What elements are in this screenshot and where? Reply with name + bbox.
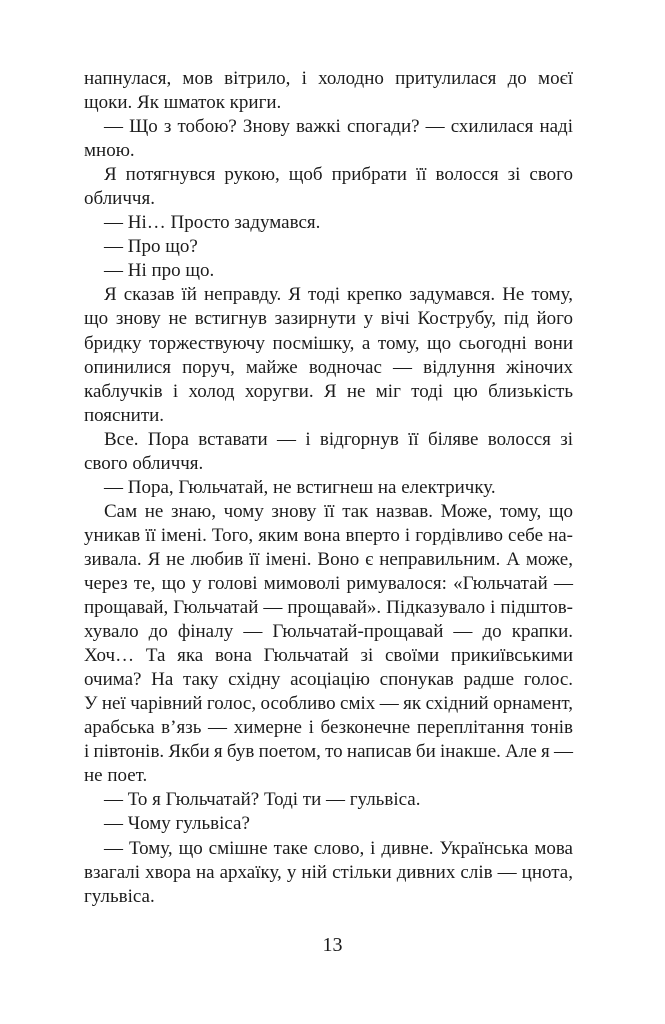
text-line-content: каблучків і холод хоругви. Я не міг тоді цю близькість bbox=[84, 380, 573, 402]
text-line-content: — Про що? bbox=[104, 236, 198, 258]
text-line bbox=[84, 524, 573, 548]
page-number: 13 bbox=[322, 934, 343, 956]
text-line bbox=[84, 692, 573, 716]
text-line bbox=[84, 452, 573, 476]
text-line bbox=[84, 91, 573, 115]
text-line bbox=[84, 404, 573, 428]
text-line bbox=[84, 548, 573, 572]
text-line bbox=[84, 620, 573, 644]
text-line-content: мною. bbox=[84, 140, 135, 162]
text-line-content: Хоч… Та яка вона Гюльчатай зі своїми прикиївськими bbox=[84, 645, 573, 667]
text-line-content: арабська в’язь — химерне і безконечне переплітання тонів bbox=[84, 717, 573, 739]
text-line bbox=[84, 67, 573, 91]
text-line-content: Все. Пора вставати — і відгорнув її біляве волосся зі bbox=[104, 428, 573, 450]
text-line bbox=[84, 187, 573, 211]
text-line-content: очима? На таку східну асоціацію спонукав радше голос. bbox=[84, 669, 573, 691]
text-line-content: — Чому гульвіса? bbox=[104, 813, 250, 835]
text-line-content: напнулася, мов вітрило, і холодно притулилася до моєї bbox=[84, 68, 573, 89]
text-line bbox=[84, 476, 573, 500]
text-line-content: Сам не знаю, чому знову її так назвав. Може, тому, що bbox=[104, 500, 573, 522]
text-line bbox=[84, 668, 573, 692]
text-line-content: Я сказав їй неправду. Я тоді крепко задумався. Не тому, bbox=[104, 284, 573, 306]
text-line-content: не поет. bbox=[84, 765, 148, 787]
text-line-content: що знову не встигнув зазирнути у вічі Кострубу, під його bbox=[84, 308, 573, 330]
text-line bbox=[84, 211, 573, 235]
text-line-content: — Ні… Просто задумався. bbox=[104, 212, 321, 234]
text-line bbox=[84, 644, 573, 668]
text-line bbox=[84, 740, 573, 764]
text-line bbox=[84, 307, 573, 331]
text-line bbox=[84, 235, 573, 259]
text-line-content: — Тому, що смішне таке слово, і дивне. Українська мова bbox=[104, 837, 573, 859]
text-line-content: пояснити. bbox=[84, 404, 165, 426]
text-line bbox=[84, 139, 573, 163]
text-line bbox=[84, 283, 573, 307]
text-line bbox=[84, 885, 573, 909]
text-line-content: опинилися поруч, майже водночас — відлуння жіночих bbox=[84, 356, 573, 378]
text-line bbox=[84, 332, 573, 356]
text-line-content: через те, що у голові мимоволі римувалося: «Гюльчатай — bbox=[84, 572, 573, 594]
text-line bbox=[84, 259, 573, 283]
text-line bbox=[84, 428, 573, 452]
text-line-content: зивала. Я не любив її імені. Воно є неправильним. А може, bbox=[84, 548, 573, 570]
text-line-content: — То я Гюльчатай? Тоді ти — гульвіса. bbox=[104, 789, 421, 811]
page-body-text bbox=[84, 67, 573, 909]
text-line bbox=[84, 500, 573, 524]
text-line-content: — Ні про що. bbox=[104, 260, 215, 282]
text-line bbox=[84, 356, 573, 380]
text-line bbox=[84, 788, 573, 812]
text-line-content: уникав її імені. Того, яким вона вперто і гордівливо себе на- bbox=[84, 524, 573, 546]
text-line-content: обличчя. bbox=[84, 188, 155, 210]
text-line bbox=[84, 861, 573, 885]
text-line bbox=[84, 716, 573, 740]
text-line-content: — Пора, Гюльчатай, не встигнеш на електричку. bbox=[104, 476, 496, 498]
text-line-content: прощавай, Гюльчатай — прощавай». Підказувало і підштов- bbox=[84, 597, 573, 619]
text-line bbox=[84, 837, 573, 861]
text-line bbox=[84, 380, 573, 404]
text-line-content: бридку торжествуючу посмішку, а тому, що сьогодні вони bbox=[84, 332, 573, 354]
text-line-content: щоки. Як шматок криги. bbox=[84, 92, 282, 114]
text-line bbox=[84, 764, 573, 788]
text-line bbox=[84, 163, 573, 187]
text-line-content: Я потягнувся рукою, щоб прибрати її волосся зі свого bbox=[104, 164, 573, 186]
text-line-content: і півтонів. Якби я був поетом, то написав би інакше. Але я — bbox=[84, 741, 573, 763]
text-line-content: — Що з тобою? Знову важкі спогади? — схилилася наді bbox=[104, 116, 573, 138]
text-line-content: У неї чарівний голос, особливо сміх — як східний орнамент, bbox=[84, 693, 573, 715]
text-line bbox=[84, 115, 573, 139]
text-line-content: взагалі хвора на архаїку, у ній стільки дивних слів — цнота, bbox=[84, 861, 573, 883]
text-line-content: гульвіса. bbox=[84, 885, 155, 907]
text-line bbox=[84, 572, 573, 596]
text-line-content: хувало до фіналу — Гюльчатай-прощавай — до крапки. bbox=[84, 621, 573, 643]
text-line bbox=[84, 596, 573, 620]
text-line bbox=[84, 812, 573, 836]
text-line-content: свого обличчя. bbox=[84, 452, 204, 474]
